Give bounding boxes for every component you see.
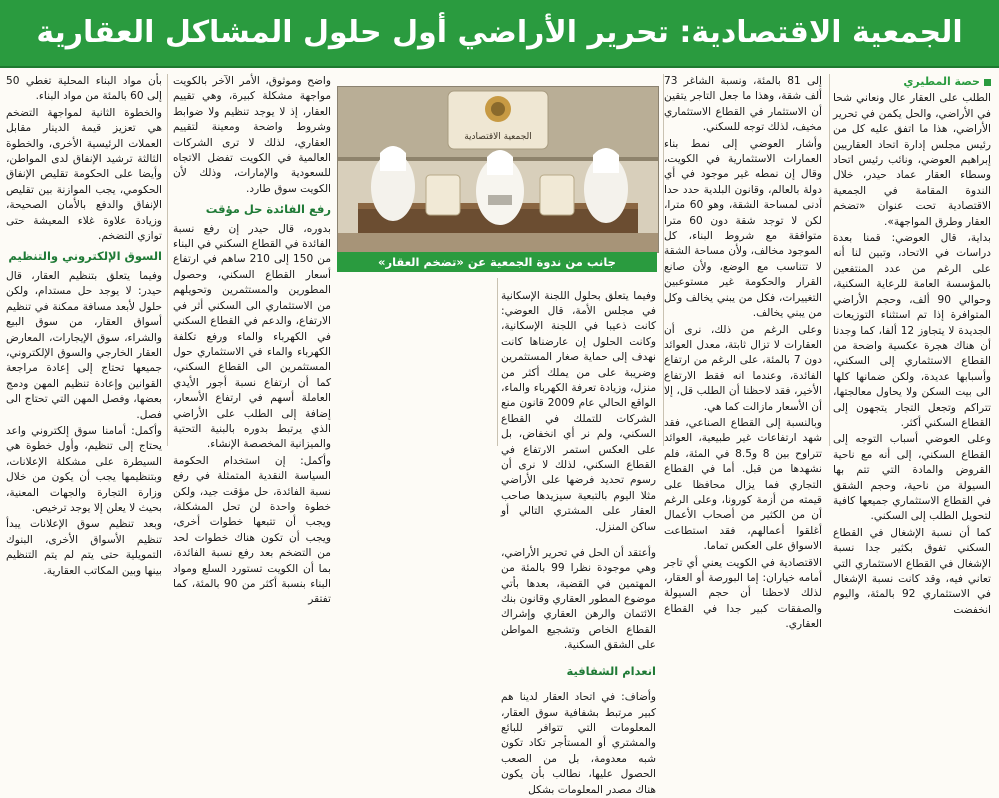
paragraph: وأشار العوضي إلى نمط بناء العمارات الاستثمارية في الكويت، وقال إن نمطه غير موجود في أي دولة بالعالم، وقانون البلدية حدد حدا أدنى لمساحة الشقة، وهو 60 مترا، لكن لا توجد شقة دون 60 مترا متوافقة مع شروط البناء، كل الموجود مخالف، ولأن مساحة الشقة لا تتناسب مع الوضع، ولأن صانع القرار والحكومة غير مستوعبين التغييرات، فكل من يبني يخالف وكل من يبني يخالف.: [664, 137, 822, 320]
paragraph: وأعتقد أن الحل في تحرير الأراضي، وهي موجودة نظرا 99 بالمئة من المهتمين في القضية، بعدها بأتي موضوع المطور العقاري وقانون بنك الائتمان والرهن العقاري وإشراك القطاع الخاص وتشجيع المواطن على الشقق السكنية.: [501, 546, 656, 652]
paragraph: وبعد تنظيم سوق الإعلانات يبدأ تنظيم الأسواق الأخرى، البنوك التمويلية حتى يتم لم يتم التنظيم بينها وبين المكاتب العقارية.: [6, 518, 162, 577]
photo-caption: جانب من ندوة الجمعية عن «تضخم العقار»: [337, 252, 657, 272]
subheading-transparency: انعدام الشفافية: [566, 664, 656, 679]
paragraph: بدوره، قال حيدر إن رفع نسبة الفائدة في القطاع السكني في البناء من 150 إلى 210 ساهم في ارتفاع أسعار القطاع السكني، وحصول المطورين والمستثمرين وتحويلهم من الاستثماري الى السكني أثر في الارتفاع، والدعم في القطاع السكني في الكهرباء والماء ورفع تكلفة الكهرباء والماء في الاستثماري حول المستثمرين الى القطاع السكني، كما أن ارتفاع نسبة أجور الأيدي العاملة أسهم في ارتفاع الأسعار، إضافة إلى الطلب على الأراضي الذي يرتبط بدوره بالبنية التحتية والميزانية المخصصة الإنشاء.: [173, 222, 331, 451]
paragraph: الاقتصادية في الكويت يعني أي تاجر أمامه خياران: إما البورصة أو العقار، لذلك لاحظنا أن حجم السيولة والصفقات كبير جدا في القطاع العقاري.: [664, 556, 822, 631]
column-2: [664, 74, 823, 631]
column-divider: [663, 74, 664, 446]
byline: [833, 74, 991, 89]
headline: الجمعية الاقتصادية: تحرير الأراضي أول حلول المشاكل العقارية: [36, 15, 963, 50]
subheading-interest-rate: رفع الفائدة حل مؤقت: [205, 202, 331, 217]
column-divider: [167, 74, 168, 446]
paragraph: وعلى العوضي أسباب التوجه إلى القطاع السكني، إلى أنه مع ناحية القروض والمادة التي تتم بها السيولة من ناحية، وحجم الشقق في القطاع الاستثماري جميعها كافية لتحويل الطلب إلى السكني.: [833, 433, 991, 523]
paragraph: وفيما يتعلق بحلول اللجنة الإسكانية في مجلس الأمة، قال العوضي: كانت ذعيبا في اللجنة الإسكانية، وكانت الحلول إن عارضناها كانت نهدف إلى حماية صغار المستثمرين وضريبة على من يملك أكثر من منزل، وزيادة تعرفة الكهرباء والماء، الواقع الحالي عام 2009 قانون منع الشركات للتملك في القطاع السكني، ولم نر أي انخفاض، بل على العكس استمر الارتفاع في القطاع السكني، لذلك لا نرى أن رسوم تحديد فرضها على الأراضي مثلا اليوم بالتبعية سيزيدها صاحب العقار على المشتري التالي أو ساكن المنزل.: [501, 289, 656, 533]
paragraph: واضح وموثوق، الأمر الآخر بالكويت مواجهة مشكلة كبيرة، وهي تقييم العقار، إذ لا يوجد تنظيم ولا ضوابط وشروط واضحة ومعينة لتقييم العقاري، لذلك لا ترى الشركات العالمية في الكويت تفضل الاتجاه للسعودية والإمارات، وذلك لأن الكويت سوق طارد.: [173, 75, 331, 195]
paragraph: وفيما يتعلق بتنظيم العقار، قال حيدر: لا يوجد حل مستدام، ولكن حلول لأبعد مسافة ممكنة في تنظيم أسواق العقار، من سوق البيع والشراء، سوق الإيجارات، المعارض العقار الخارجي والسوق الإلكتروني، جميعها تحتاج إلى إعادة مراجعة القوانين وإعادة تنظيم المهن ودمج بعضها، وفصل المهن التي تحتاج الى فصل.: [6, 269, 162, 421]
paragraph: إلى 81 بالمئة، ونسبة الشاغر 73 ألف شقة، وهذا ما جعل التاجر يتقين أن الاستثمار في القطاع الاستثماري مخيف، لذلك توجه للسكني.: [664, 75, 823, 134]
subheading-e-market: السوق الإلكتروني والتنظيم: [8, 249, 162, 264]
column-4: [333, 74, 491, 446]
column-1: [833, 74, 991, 616]
byline-name: حصة المطيري: [903, 75, 980, 88]
paragraph: بداية، قال العوضي: قمنا بعدة دراسات في الاتحاد، وتبين لنا أنه على الرغم من عدد المنتفعين بالمؤسسة العامة للرعاية السكنية، وحوالي 90 ألف، وحجم الأراضي المتوافرة إذا تم استثناء التوزيعات الجديدة لا يتجاوز 12 ألفا، كما وجدنا أن هناك هجرة عكسية واضحة من القطاع الاستثماري إلى السكني، وأسبابها عديدة، ولكن ضمانها كلها الى بيت السكن ولا يحاول معالجتها، تتراكم وتجعل التجار يتجهون إلى القطاع السكني أكثر.: [833, 232, 991, 429]
column-4-text: [173, 74, 331, 606]
paragraph: وأكمل: أمامنا سوق إلكتروني واعد يحتاج إلى تنظيم، وأول خطوة هي السيطرة على مشكلة الإعلانات، وبتنظيمها يجب أن يكون من خلال وزارة التجارة والجهات المعنية، بحيث لا يعلن إلا يوجد ترخيص.: [6, 424, 162, 514]
column-3: [501, 278, 656, 796]
column-divider: [829, 74, 830, 446]
paragraph: وأكمل: إن استخدام الحكومة السياسة النقدية المتمثلة في رفع نسبة الفائدة، حل مؤقت جيد، ولكن خطوة واحدة لن تحل المشكلة، ويجب أن تتبعها خطوات أخرى، ويجب أن تكون هناك خطوات لحد من التضخم بعد رفع نسبة الفائدة، بما أن الكويت تستورد السلع ومواد البناء بنسبة أكثر من 90 بالمئة، كما تفتقر: [173, 454, 331, 606]
paragraph: وعلى الرغم من ذلك، نرى أن العقارات لا تزال ثابتة، معدل العوائد دون 7 بالمئة، على الرغم من ارتفاع الفائدة، وعندما انه فقط الارتفاع الأخير، فقد لاحظنا أن الطلب قل، إلا أن الأسعار مازالت كما هي.: [664, 323, 822, 413]
headline-band: [0, 0, 999, 68]
paragraph: بأن مواد البناء المحلية تغطي 50 إلى 60 بالمئة من مواد البناء.: [6, 75, 162, 103]
paragraph: كما أن نسبة الإشغال في القطاع السكني تفوق بكثير جدا نسبة الإشغال في القطاع الاستثماري التي تعاني فيه، وقد كانت نسبة الإشغال في الاستثماري 92 بالمئة، واليوم انخفضت: [833, 526, 991, 616]
paragraph: وبالنسبة إلى القطاع الصناعي، فقد شهد ارتفاعات غير طبيعية، العوائد تتراوح بين 8 و8.5 في المئة، فلم نشهدها من قبل. أما في القطاع التجاري فما يزال محافظا على قيمته من أزمة كورونا، وعلى الرغم أن من الكثير من أصحاب الأعمال أغلقوا أعمالهم، فقد استطاعت الاسواق على العكس تماما.: [664, 416, 822, 553]
paragraph: وأضاف: في اتحاد العقار لدينا هم كبير مرتبط بشفافية سوق العقار، المعلومات التي تتوافر للبائع والمشتري أو المستأجر تكاد تكون شبه معدومة، بل من الصعب الحصول عليها، نطالب بأن يكون هناك مصدر المعلومات بشكل: [501, 691, 656, 796]
column-5: [6, 74, 162, 577]
column-divider: [497, 278, 498, 446]
photo-banner-text: الجمعية الاقتصادية: [464, 132, 532, 142]
paragraph: والخطوة الثانية لمواجهة التضخم هي تعزيز قيمة الدينار مقابل العملات الرئيسية الأخرى، والخطوة الثالثة ترشيد الإنفاق لدى المواطن، وأيضا على الحكومة تقليص الإنفاق الحكومي، يجب الموازنة بين تقليص الإنفاق والدفع بالأمان الصحيحة، وزيادة علاوة غلاء المعيشة حتى توازي التضخم.: [6, 106, 162, 243]
byline-square-icon: [984, 79, 991, 86]
paragraph: الطلب على العقار عال ونعاني شحا في الأراضي، والحل يكمن في تحرير الأراضي، هذا ما اتفق عليه كل من رئيس مجلس إدارة اتحاد العقاريين إبراهيم العوضي، ونائب رئيس اتحاد وسطاء العقار عماد حيدر، خلال الندوة المقامة في الجمعية الاقتصادية تحت عنوان «تضخم العقار وطرق المواجهة».: [833, 92, 991, 228]
